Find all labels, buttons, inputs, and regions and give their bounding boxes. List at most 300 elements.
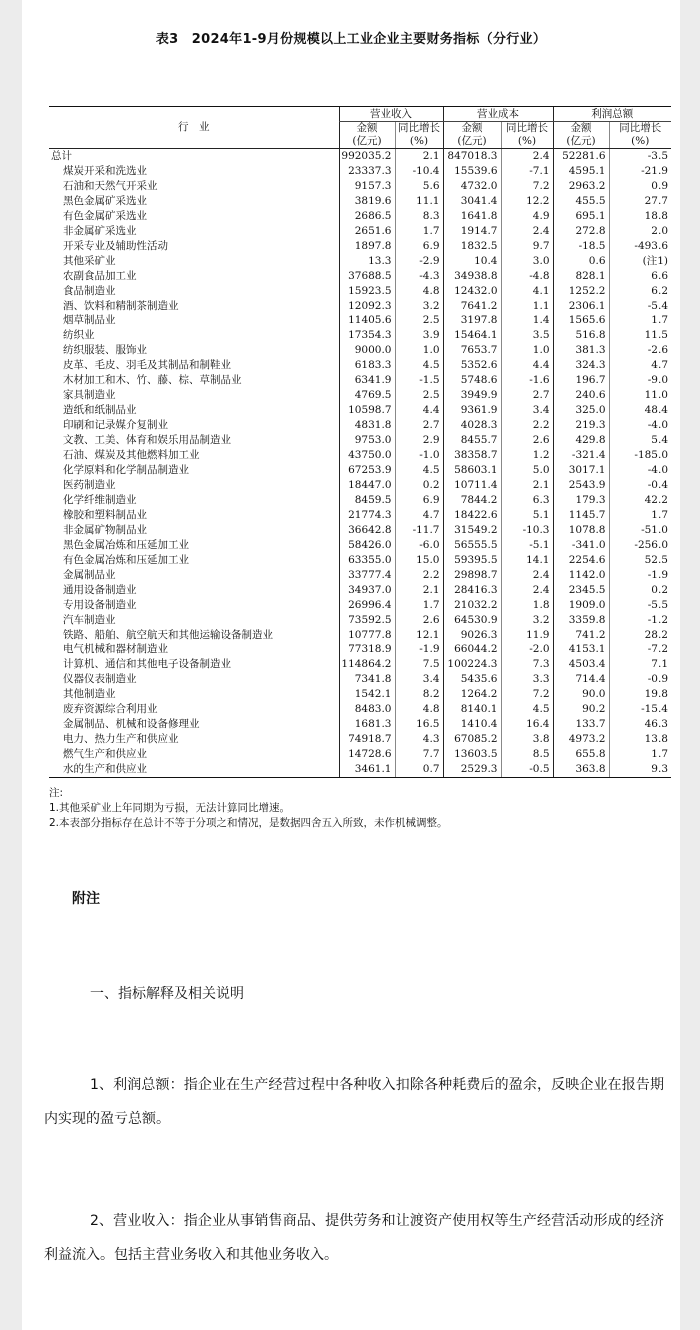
- cost-growth: -1.6: [501, 373, 553, 388]
- table-row: [49, 239, 671, 254]
- cost-growth: 11.9: [501, 628, 553, 643]
- profit-amount: 741.2: [553, 628, 609, 643]
- cost-amount: 1410.4: [443, 717, 501, 732]
- revenue-amount: 43750.0: [339, 448, 395, 463]
- table-row: [49, 657, 671, 672]
- revenue-amount: 4769.5: [339, 388, 395, 403]
- group-header-revenue: 营业收入: [339, 107, 443, 122]
- cost-growth: 1.0: [501, 343, 553, 358]
- profit-amount: 4503.4: [553, 657, 609, 672]
- table-row: [49, 523, 671, 538]
- unit-pct: (%): [609, 135, 671, 149]
- table-row: [49, 373, 671, 388]
- cost-amount: 4028.3: [443, 418, 501, 433]
- cost-amount: 1832.5: [443, 239, 501, 254]
- revenue-amount: 23337.3: [339, 164, 395, 179]
- industry-name: 有色金属冶炼和压延加工业: [63, 553, 189, 566]
- cost-growth: 5.1: [501, 508, 553, 523]
- cost-growth: 4.5: [501, 702, 553, 717]
- revenue-growth: 2.9: [395, 433, 443, 448]
- industry-name: 木材加工和木、竹、藤、棕、草制品业: [63, 374, 242, 387]
- industry-name: 农副食品加工业: [63, 269, 137, 282]
- profit-growth: 5.4: [609, 433, 671, 448]
- revenue-growth: 2.1: [395, 583, 443, 598]
- unit-amount: (亿元): [443, 135, 501, 149]
- table-row: [49, 613, 671, 628]
- table-row: [49, 343, 671, 358]
- profit-growth: 11.0: [609, 388, 671, 403]
- table-row: [49, 418, 671, 433]
- profit-amount: 179.3: [553, 493, 609, 508]
- table-row: [49, 388, 671, 403]
- industry-name: 石油、煤炭及其他燃料加工业: [63, 449, 200, 462]
- table-row-total: [49, 149, 671, 164]
- cost-amount: 59395.5: [443, 553, 501, 568]
- table-row: [49, 313, 671, 328]
- notes-label: 注:: [49, 787, 64, 799]
- cost-amount: 15539.6: [443, 164, 501, 179]
- revenue-growth: -6.0: [395, 538, 443, 553]
- profit-amount: 2345.5: [553, 583, 609, 598]
- profit-amount: 1078.8: [553, 523, 609, 538]
- profit-growth: 6.2: [609, 284, 671, 299]
- revenue-growth: -4.3: [395, 269, 443, 284]
- subheader-amount: 金额: [443, 122, 501, 136]
- industry-name: 通用设备制造业: [63, 583, 137, 596]
- revenue-amount: 36642.8: [339, 523, 395, 538]
- profit-amount: 196.7: [553, 373, 609, 388]
- industry-header: 行 业: [49, 107, 339, 149]
- profit-amount: 272.8: [553, 224, 609, 239]
- revenue-growth: 7.7: [395, 747, 443, 762]
- revenue-amount: 15923.5: [339, 284, 395, 299]
- table-row: [49, 568, 671, 583]
- table-row: [49, 478, 671, 493]
- revenue-amount: 114864.2: [339, 657, 395, 672]
- table-row: [49, 702, 671, 717]
- table-row: [49, 508, 671, 523]
- revenue-growth: 4.3: [395, 732, 443, 747]
- profit-amount: 1252.2: [553, 284, 609, 299]
- revenue-amount: 10777.8: [339, 628, 395, 643]
- profit-amount: 655.8: [553, 747, 609, 762]
- revenue-amount: 4831.8: [339, 418, 395, 433]
- industry-name: 纺织业: [63, 329, 95, 342]
- revenue-amount: 67253.9: [339, 463, 395, 478]
- profit-growth: 52.5: [609, 553, 671, 568]
- cost-amount: 100224.3: [443, 657, 501, 672]
- section-heading: 一、指标解释及相关说明: [90, 986, 244, 1002]
- profit-growth: 27.7: [609, 194, 671, 209]
- revenue-amount: 33777.4: [339, 568, 395, 583]
- unit-pct: (%): [501, 135, 553, 149]
- cost-amount: 64530.9: [443, 613, 501, 628]
- profit-amount: 3017.1: [553, 463, 609, 478]
- industry-name: 黑色金属矿采选业: [63, 194, 147, 207]
- industry-name: 计算机、通信和其他电子设备制造业: [63, 658, 231, 671]
- profit-amount: 133.7: [553, 717, 609, 732]
- profit-amount: 90.0: [553, 687, 609, 702]
- revenue-amount: 77318.9: [339, 642, 395, 657]
- profit-amount: 4973.2: [553, 732, 609, 747]
- profit-amount: 2543.9: [553, 478, 609, 493]
- revenue-growth: 2.7: [395, 418, 443, 433]
- industry-name: 汽车制造业: [63, 613, 116, 626]
- revenue-growth: -2.9: [395, 254, 443, 269]
- cost-growth: 7.2: [501, 687, 553, 702]
- cost-growth: 2.7: [501, 388, 553, 403]
- subheader-growth: 同比增长: [609, 122, 671, 136]
- revenue-growth: 4.4: [395, 403, 443, 418]
- profit-growth: -21.9: [609, 164, 671, 179]
- revenue-growth: 16.5: [395, 717, 443, 732]
- cost-amount: 67085.2: [443, 732, 501, 747]
- profit-amount: 3359.8: [553, 613, 609, 628]
- profit-growth: -4.0: [609, 418, 671, 433]
- industry-name: 金属制品、机械和设备修理业: [63, 718, 200, 731]
- revenue-amount: 17354.3: [339, 328, 395, 343]
- revenue-amount: 74918.7: [339, 732, 395, 747]
- profit-growth: 1.7: [609, 747, 671, 762]
- revenue-growth: 7.5: [395, 657, 443, 672]
- industry-name: 废弃资源综合利用业: [63, 703, 158, 716]
- profit-amount: 1145.7: [553, 508, 609, 523]
- cost-amount: 1914.7: [443, 224, 501, 239]
- table-notes: [49, 786, 448, 831]
- industry-name: 仪器仪表制造业: [63, 673, 137, 686]
- profit-amount: 1565.6: [553, 313, 609, 328]
- profit-amount: 2306.1: [553, 299, 609, 314]
- revenue-growth: -1.0: [395, 448, 443, 463]
- profit-amount: 240.6: [553, 388, 609, 403]
- unit-amount: (亿元): [339, 135, 395, 149]
- cost-amount: 5435.6: [443, 672, 501, 687]
- cost-growth: 4.4: [501, 358, 553, 373]
- revenue-amount: 13.3: [339, 254, 395, 269]
- table-row: [49, 463, 671, 478]
- revenue-growth: 11.1: [395, 194, 443, 209]
- revenue-growth: -1.5: [395, 373, 443, 388]
- definition-paragraph: 2、营业收入：指企业从事销售商品、提供劳务和让渡资产使用权等生产经营活动形成的经济利益流入。包括主营业务收入和其他业务收入。: [44, 1213, 664, 1263]
- industry-name: 水的生产和供应业: [49, 762, 339, 777]
- industry-name: 其他制造业: [63, 688, 116, 701]
- table-row: [49, 299, 671, 314]
- cost-growth: 16.4: [501, 717, 553, 732]
- cost-amount: 9026.3: [443, 628, 501, 643]
- industry-name: 黑色金属冶炼和压延加工业: [63, 538, 189, 551]
- table-row: [49, 628, 671, 643]
- profit-growth: -493.6: [609, 239, 671, 254]
- profit-amount: 1142.0: [553, 568, 609, 583]
- industry-name: 非金属矿采选业: [63, 224, 137, 237]
- cost-amount: 56555.5: [443, 538, 501, 553]
- table-row: [49, 553, 671, 568]
- cost-amount: 29898.7: [443, 568, 501, 583]
- profit-growth: 1.7: [609, 508, 671, 523]
- revenue-growth: 4.8: [395, 702, 443, 717]
- cost-amount: 7844.2: [443, 493, 501, 508]
- profit-amount: 363.8: [553, 762, 609, 777]
- revenue-amount: 11405.6: [339, 313, 395, 328]
- cost-growth: 2.4: [501, 224, 553, 239]
- profit-growth: -5.5: [609, 598, 671, 613]
- cost-growth: 7.3: [501, 657, 553, 672]
- table-row: [49, 164, 671, 179]
- table-row: [49, 433, 671, 448]
- industry-name: 非金属矿物制品业: [63, 523, 147, 536]
- table-row: [49, 642, 671, 657]
- cost-amount: 4732.0: [443, 179, 501, 194]
- profit-growth: -0.4: [609, 478, 671, 493]
- cost-amount: 3041.4: [443, 194, 501, 209]
- industry-name: 金属制品业: [63, 568, 116, 581]
- profit-amount: 0.6: [553, 254, 609, 269]
- revenue-amount: 9753.0: [339, 433, 395, 448]
- industry-name: 有色金属矿采选业: [63, 209, 147, 222]
- revenue-growth: 0.7: [395, 762, 443, 777]
- table-row: [49, 538, 671, 553]
- cost-growth: 1.4: [501, 313, 553, 328]
- cost-amount: 2529.3: [443, 762, 501, 777]
- revenue-growth: 3.2: [395, 299, 443, 314]
- industry-name: 橡胶和塑料制品业: [63, 508, 147, 521]
- profit-growth: -4.0: [609, 463, 671, 478]
- revenue-amount: 9000.0: [339, 343, 395, 358]
- industry-name: 总计: [51, 150, 72, 162]
- revenue-growth: 4.5: [395, 463, 443, 478]
- profit-amount: 52281.6: [553, 149, 609, 164]
- group-header-cost: 营业成本: [443, 107, 553, 122]
- cost-growth: 3.8: [501, 732, 553, 747]
- industry-name: 皮革、毛皮、羽毛及其制品和制鞋业: [63, 359, 231, 372]
- cost-amount: 13603.5: [443, 747, 501, 762]
- cost-amount: 5748.6: [443, 373, 501, 388]
- cost-amount: 34938.8: [443, 269, 501, 284]
- revenue-growth: 3.9: [395, 328, 443, 343]
- industry-name: 煤炭开采和洗选业: [63, 164, 147, 177]
- revenue-amount: 10598.7: [339, 403, 395, 418]
- profit-amount: 1909.0: [553, 598, 609, 613]
- cost-growth: 1.2: [501, 448, 553, 463]
- revenue-growth: -1.9: [395, 642, 443, 657]
- profit-growth: -9.0: [609, 373, 671, 388]
- profit-growth: -7.2: [609, 642, 671, 657]
- revenue-growth: -11.7: [395, 523, 443, 538]
- cost-growth: -2.0: [501, 642, 553, 657]
- cost-amount: 7653.7: [443, 343, 501, 358]
- industry-name: 医药制造业: [63, 478, 116, 491]
- revenue-growth: 4.7: [395, 508, 443, 523]
- profit-amount: 4595.1: [553, 164, 609, 179]
- profit-amount: -18.5: [553, 239, 609, 254]
- cost-amount: 7641.2: [443, 299, 501, 314]
- profit-amount: 429.8: [553, 433, 609, 448]
- cost-growth: 4.9: [501, 209, 553, 224]
- profit-growth: -256.0: [609, 538, 671, 553]
- cost-amount: 10.4: [443, 254, 501, 269]
- cost-growth: 4.1: [501, 284, 553, 299]
- cost-growth: -5.1: [501, 538, 553, 553]
- revenue-growth: 15.0: [395, 553, 443, 568]
- revenue-amount: 8459.5: [339, 493, 395, 508]
- cost-growth: 12.2: [501, 194, 553, 209]
- cost-growth: 8.5: [501, 747, 553, 762]
- revenue-amount: 1681.3: [339, 717, 395, 732]
- cost-growth: 1.1: [501, 299, 553, 314]
- industry-name: 专用设备制造业: [63, 598, 137, 611]
- profit-growth: -0.9: [609, 672, 671, 687]
- cost-amount: 8455.7: [443, 433, 501, 448]
- table-row: [49, 717, 671, 732]
- cost-growth: 2.4: [501, 583, 553, 598]
- cost-growth: 5.0: [501, 463, 553, 478]
- table-row: [49, 209, 671, 224]
- profit-growth: -185.0: [609, 448, 671, 463]
- group-header-profit: 利润总额: [553, 107, 671, 122]
- table-row: [49, 358, 671, 373]
- profit-growth: -1.9: [609, 568, 671, 583]
- industry-name: 造纸和纸制品业: [63, 404, 137, 417]
- table-row: [49, 747, 671, 762]
- revenue-growth: 6.9: [395, 239, 443, 254]
- cost-growth: 7.2: [501, 179, 553, 194]
- cost-growth: 3.4: [501, 403, 553, 418]
- profit-amount: 455.5: [553, 194, 609, 209]
- revenue-amount: 2686.5: [339, 209, 395, 224]
- cost-amount: 5352.6: [443, 358, 501, 373]
- cost-growth: 2.4: [501, 568, 553, 583]
- profit-amount: 828.1: [553, 269, 609, 284]
- revenue-amount: 6183.3: [339, 358, 395, 373]
- cost-growth: 9.7: [501, 239, 553, 254]
- table-row: [49, 583, 671, 598]
- revenue-amount: 1542.1: [339, 687, 395, 702]
- cost-growth: -4.8: [501, 269, 553, 284]
- revenue-amount: 992035.2: [339, 149, 395, 164]
- industry-name: 开采专业及辅助性活动: [63, 239, 168, 252]
- table-row: [49, 284, 671, 299]
- revenue-amount: 14728.6: [339, 747, 395, 762]
- revenue-amount: 34937.0: [339, 583, 395, 598]
- unit-amount: (亿元): [553, 135, 609, 149]
- industry-name: 食品制造业: [63, 284, 116, 297]
- cost-amount: 21032.2: [443, 598, 501, 613]
- revenue-amount: 12092.3: [339, 299, 395, 314]
- financial-indicators-table: [49, 106, 671, 778]
- industry-name: 燃气生产和供应业: [63, 748, 147, 761]
- cost-growth: 3.2: [501, 613, 553, 628]
- profit-growth: 0.2: [609, 583, 671, 598]
- profit-amount: 714.4: [553, 672, 609, 687]
- profit-growth: 11.5: [609, 328, 671, 343]
- revenue-growth: 2.6: [395, 613, 443, 628]
- revenue-growth: 4.5: [395, 358, 443, 373]
- revenue-amount: 2651.6: [339, 224, 395, 239]
- profit-amount: 90.2: [553, 702, 609, 717]
- revenue-growth: 2.1: [395, 149, 443, 164]
- cost-growth: 2.1: [501, 478, 553, 493]
- table-title: 表3 2024年1-9月份规模以上工业企业主要财务指标（分行业）: [155, 32, 547, 47]
- industry-name: 铁路、船舶、航空航天和其他运输设备制造业: [63, 628, 273, 641]
- cost-amount: 8140.1: [443, 702, 501, 717]
- table-row: [49, 598, 671, 613]
- revenue-amount: 21774.3: [339, 508, 395, 523]
- profit-growth: 46.3: [609, 717, 671, 732]
- revenue-amount: 7341.8: [339, 672, 395, 687]
- definition-paragraph: 1、利润总额：指企业在生产经营过程中各种收入扣除各种耗费后的盈余，反映企业在报告期内实现的盈亏总额。: [44, 1077, 664, 1127]
- cost-amount: 10711.4: [443, 478, 501, 493]
- profit-amount: 219.3: [553, 418, 609, 433]
- revenue-amount: 58426.0: [339, 538, 395, 553]
- profit-growth: -2.6: [609, 343, 671, 358]
- note-item: 2.本表部分指标存在总计不等于分项之和情况，是数据四舍五入所致，未作机械调整。: [49, 817, 448, 829]
- subheader-growth: 同比增长: [395, 122, 443, 136]
- profit-amount: 695.1: [553, 209, 609, 224]
- revenue-growth: 8.3: [395, 209, 443, 224]
- table-row: [49, 179, 671, 194]
- cost-growth: 3.3: [501, 672, 553, 687]
- cost-growth: -7.1: [501, 164, 553, 179]
- cost-amount: 58603.1: [443, 463, 501, 478]
- table-row: [49, 762, 671, 777]
- profit-growth: -1.2: [609, 613, 671, 628]
- profit-growth: 9.3: [609, 762, 671, 777]
- revenue-growth: 2.2: [395, 568, 443, 583]
- cost-amount: 66044.2: [443, 642, 501, 657]
- industry-name: 酒、饮料和精制茶制造业: [63, 299, 179, 312]
- industry-name: 其他采矿业: [63, 254, 116, 267]
- revenue-growth: 8.2: [395, 687, 443, 702]
- revenue-amount: 9157.3: [339, 179, 395, 194]
- table-body: [49, 149, 671, 778]
- table-row: [49, 493, 671, 508]
- note-item: 1.其他采矿业上年同期为亏损，无法计算同比增速。: [49, 802, 291, 814]
- profit-growth: 19.8: [609, 687, 671, 702]
- revenue-amount: 1897.8: [339, 239, 395, 254]
- profit-growth: 4.7: [609, 358, 671, 373]
- cost-amount: 31549.2: [443, 523, 501, 538]
- table-row: [49, 448, 671, 463]
- profit-growth: 42.2: [609, 493, 671, 508]
- cost-amount: 847018.3: [443, 149, 501, 164]
- profit-amount: 516.8: [553, 328, 609, 343]
- subheader-growth: 同比增长: [501, 122, 553, 136]
- profit-growth: 6.6: [609, 269, 671, 284]
- cost-growth: 1.8: [501, 598, 553, 613]
- industry-name: 家具制造业: [63, 389, 116, 402]
- subheader-amount: 金额: [339, 122, 395, 136]
- cost-amount: 1641.8: [443, 209, 501, 224]
- revenue-growth: 0.2: [395, 478, 443, 493]
- profit-growth: 48.4: [609, 403, 671, 418]
- profit-growth: 2.0: [609, 224, 671, 239]
- profit-amount: -341.0: [553, 538, 609, 553]
- table-row: [49, 269, 671, 284]
- revenue-amount: 73592.5: [339, 613, 395, 628]
- profit-growth: 1.7: [609, 313, 671, 328]
- profit-growth: 13.8: [609, 732, 671, 747]
- revenue-amount: 37688.5: [339, 269, 395, 284]
- industry-name: 电力、热力生产和供应业: [63, 733, 179, 746]
- cost-growth: 3.0: [501, 254, 553, 269]
- revenue-growth: 12.1: [395, 628, 443, 643]
- profit-growth: 7.1: [609, 657, 671, 672]
- unit-pct: (%): [395, 135, 443, 149]
- cost-growth: 2.4: [501, 149, 553, 164]
- profit-amount: 4153.1: [553, 642, 609, 657]
- industry-name: 纺织服装、服饰业: [63, 344, 147, 357]
- profit-growth: -3.5: [609, 149, 671, 164]
